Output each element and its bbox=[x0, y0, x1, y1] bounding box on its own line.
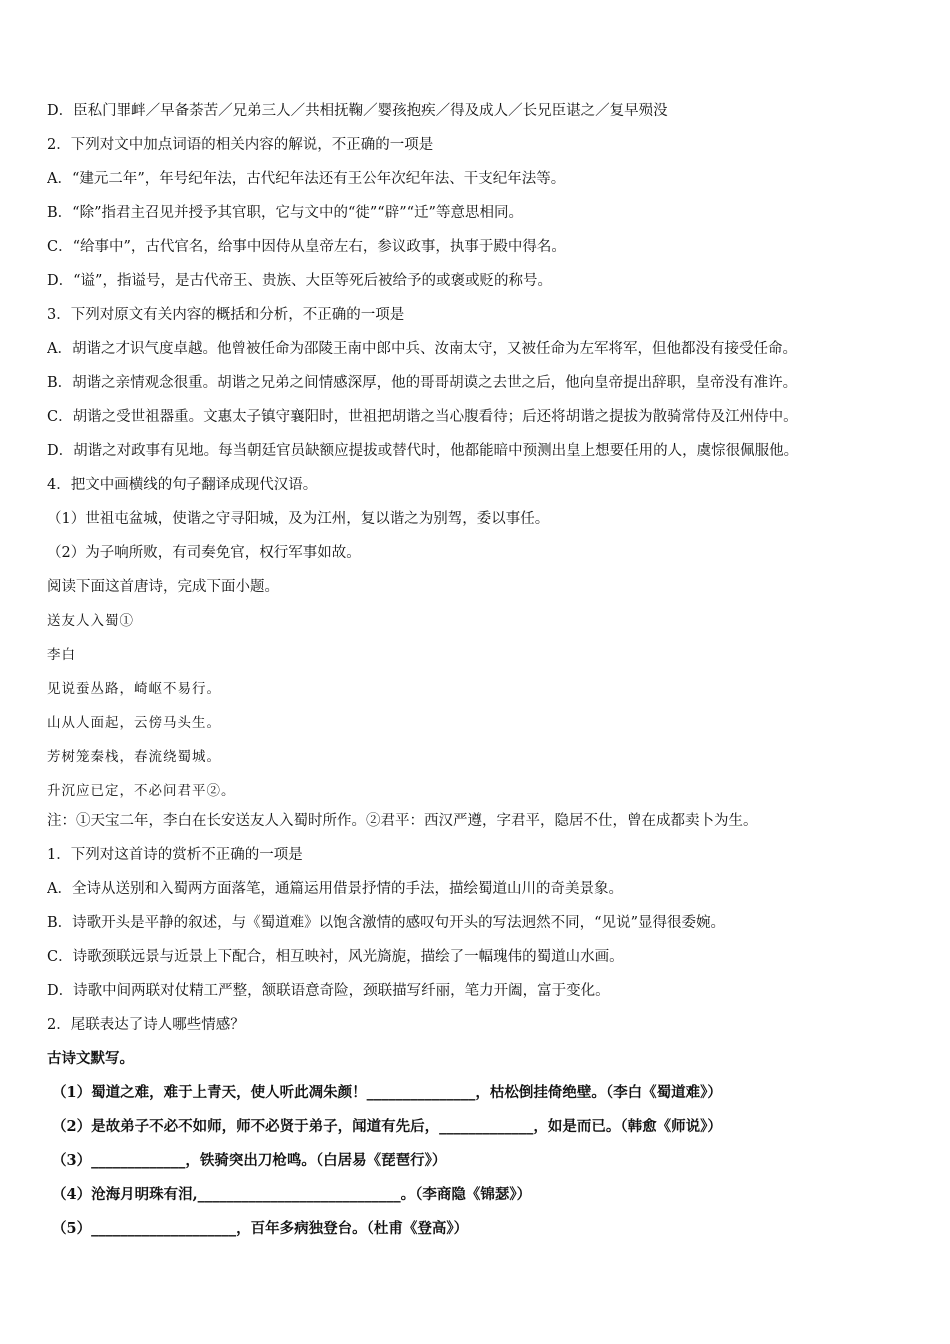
question-3-option-a: A．胡谐之才识气度卓越。他曾被任命为邵陵王南中郎中兵、汝南太守，又被任命为左军将军，但他都没有接受任命。 bbox=[47, 341, 797, 357]
dictation-item-2: （2）是故弟子不必不如师，师不必贤于弟子，闻道有先后，_____________，如是而已。（韩愈《师说》） bbox=[52, 1118, 722, 1135]
option-d-punctuation: D．臣私门罪衅／早备荼苦／兄弟三人／共相抚鞠／婴孩抱疾／得及成人／长兄臣谌之／复早殒没 bbox=[47, 103, 668, 119]
poem-line-2: 山从人面起，云傍马头生。 bbox=[47, 715, 221, 731]
question-4-sentence-1: （1）世祖屯盆城，使谐之守寻阳城，及为江州，复以谐之为别驾，委以事任。 bbox=[47, 511, 550, 527]
poem-question-1-option-b: B．诗歌开头是平静的叙述，与《蜀道难》以饱含激情的感叹句开头的写法迥然不同，“见说”显得很委婉。 bbox=[47, 915, 725, 931]
question-4-sentence-2: （2）为子响所败，有司奏免官，权行军事如故。 bbox=[47, 545, 361, 561]
poem-notes: 注：①天宝二年，李白在长安送友人入蜀时所作。②君平：西汉严遵，字君平，隐居不仕，曾在成都卖卜为生。 bbox=[47, 813, 758, 829]
poem-question-1-option-a: A．全诗从送别和入蜀两方面落笔，通篇运用借景抒情的手法，描绘蜀道山川的奇美景象。 bbox=[47, 881, 623, 897]
dictation-heading: 古诗文默写。 bbox=[47, 1050, 134, 1067]
question-4-stem: 4．把文中画横线的句子翻译成现代汉语。 bbox=[47, 477, 318, 493]
poem-line-1: 见说蚕丛路，崎岖不易行。 bbox=[47, 681, 221, 697]
dictation-item-1: （1）蜀道之难，难于上青天，使人听此凋朱颜！_______________，枯松倒挂倚绝壁。（李白《蜀道难》） bbox=[52, 1084, 722, 1101]
poem-line-3: 芳树笼秦栈，春流绕蜀城。 bbox=[47, 749, 221, 765]
question-3-option-c: C．胡谐之受世祖器重。文惠太子镇守襄阳时，世祖把胡谐之当心腹看待；后还将胡谐之提拔为散骑常侍及江州侍中。 bbox=[47, 409, 798, 425]
poem-instruction: 阅读下面这首唐诗，完成下面小题。 bbox=[47, 579, 279, 595]
dictation-item-5: （5）____________________，百年多病独登台。（杜甫《登高》） bbox=[52, 1220, 469, 1237]
question-2-stem: 2．下列对文中加点词语的相关内容的解说，不正确的一项是 bbox=[47, 137, 434, 153]
poem-author: 李白 bbox=[47, 647, 76, 663]
poem-question-1-option-c: C．诗歌颈联远景与近景上下配合，相互映衬，风光旖旎，描绘了一幅瑰伟的蜀道山水画。 bbox=[47, 949, 624, 965]
question-2-option-c: C．“给事中”，古代官名，给事中因侍从皇帝左右，参议政事，执事于殿中得名。 bbox=[47, 239, 566, 255]
poem-title: 送友人入蜀① bbox=[47, 613, 134, 629]
question-3-option-b: B．胡谐之亲情观念很重。胡谐之兄弟之间情感深厚，他的哥哥胡谟之去世之后，他向皇帝提出辞职，皇帝没有准许。 bbox=[47, 375, 798, 391]
poem-question-1-stem: 1．下列对这首诗的赏析不正确的一项是 bbox=[47, 847, 303, 863]
question-2-option-d: D．“谥”，指谥号，是古代帝王、贵族、大臣等死后被给予的或褒或贬的称号。 bbox=[47, 273, 552, 289]
dictation-item-3: （3）_____________，铁骑突出刀枪鸣。（白居易《琵琶行》） bbox=[52, 1152, 447, 1169]
question-3-stem: 3．下列对原文有关内容的概括和分析，不正确的一项是 bbox=[47, 307, 405, 323]
question-2-option-a: A．“建元二年”，年号纪年法，古代纪年法还有王公年次纪年法、干支纪年法等。 bbox=[47, 171, 566, 187]
question-3-option-d: D．胡谐之对政事有见地。每当朝廷官员缺额应提拔或替代时，他都能暗中预测出皇上想要任用的人，虞悰很佩服他。 bbox=[47, 443, 799, 459]
poem-question-2: 2．尾联表达了诗人哪些情感？ bbox=[47, 1017, 245, 1033]
question-2-option-b: B．“除”指君主召见并授予其官职，它与文中的“徙”“辟”“迁”等意思相同。 bbox=[47, 205, 523, 221]
dictation-item-4: （4）沧海月明珠有泪,____________________________。（李商隐《锦瑟》） bbox=[52, 1186, 532, 1203]
poem-question-1-option-d: D．诗歌中间两联对仗精工严整，颔联语意奇险，颈联描写纤丽，笔力开阖，富于变化。 bbox=[47, 983, 610, 999]
poem-line-4: 升沉应已定，不必问君平②。 bbox=[47, 783, 236, 799]
